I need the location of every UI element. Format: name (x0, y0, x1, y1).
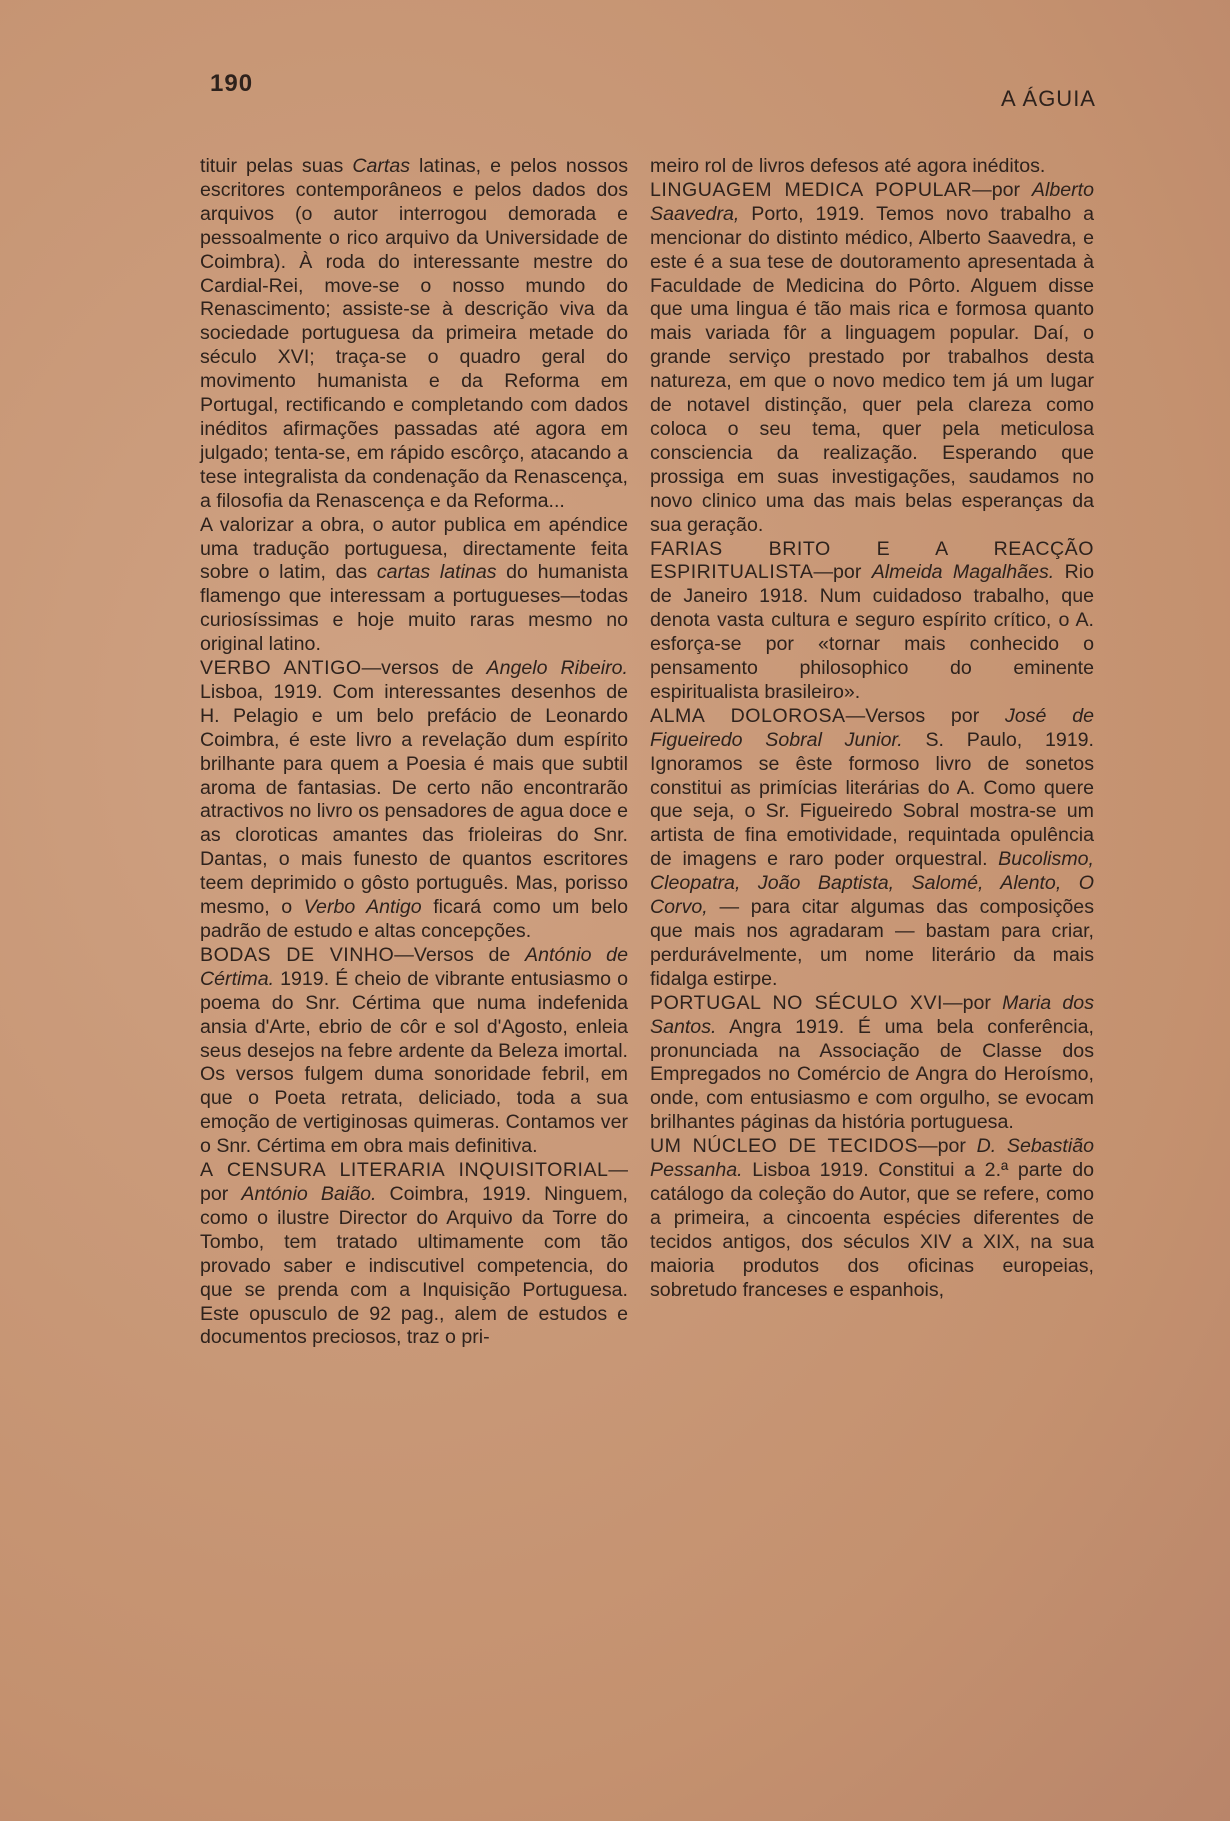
running-title: A ÁGUIA (1000, 86, 1096, 111)
review-farias-brito: FARIAS BRITO E A REACÇÃO ESPIRITUALISTA—por Almeida Magalhães. Rio de Janeiro 1918. Num cuidadoso trabalho, que denota vasta cultura e seguro espírito crítico, o A. esforça-se por «tornar mais conhecido o pensamento philosophico do eminente espiritualista brasileiro». (650, 537, 1094, 703)
book-title: A CENSURA LITERARIA INQUISITORIAL (200, 1159, 609, 1182)
book-title: BODAS DE VINHO (200, 943, 395, 966)
book-author: D. Sebastião Pessanha. (650, 1135, 1095, 1182)
book-author: António Baião. (241, 1182, 377, 1205)
continued-review: meiro rol de livros defesos até agora inéditos. (650, 155, 1046, 177)
review-portugal-seculo-xvi: PORTUGAL NO SÉCULO XVI—por Maria dos Santos. Angra 1919. É uma bela conferência, pronunciada na Associação de Classe dos Empregados no Comércio de Angra do Heroísmo, onde, com entusiasmo e com orgulho, se evocam brilhantes páginas da história portuguesa. (650, 991, 1095, 1134)
page-number: 190 (210, 70, 254, 97)
book-title: UM NÚCLEO DE TECIDOS (650, 1135, 919, 1158)
review-nucleo-de-tecidos: UM NÚCLEO DE TECIDOS—por D. Sebastião Pessanha. Lisboa 1919. Constitui a 2.ª parte do catálogo da coleção do Autor, que se refere, como a primeira, a cincoenta espécies diferentes de tecidos antigos, dos séculos XIV a XIX, na sua maioria produtos dos oficinas europeias, sobretudo franceses e espanhois, (650, 1135, 1095, 1301)
right-column (650, 155, 1094, 1303)
book-author: Almeida Magalhães. (871, 561, 1055, 584)
book-title: FARIAS BRITO E A REACÇÃO ESPIRITUALISTA (650, 537, 1094, 584)
book-author: José de Figueiredo Sobral Junior. (650, 704, 1094, 751)
book-author: Maria dos Santos. (650, 991, 1095, 1038)
book-title: ALMA DOLOROSA (650, 704, 846, 727)
book-author: Angelo Ribeiro. (486, 657, 628, 680)
book-title: PORTUGAL NO SÉCULO XVI (650, 991, 943, 1014)
review-bodas-de-vinho: BODAS DE VINHO—Versos de António de Cértima. 1919. É cheio de vibrante entusiasmo o poema do Snr. Cértima que numa indefenida ansia d'Arte, ebrio de côr e sol d'Agosto, enleia seus desejos na febre ardente da Beleza imortal. Os versos fulgem duma sonoridade febril, em que o Poeta retrata, deliciado, toda a sua emoção de vertiginosas quimeras. Contamos ver o Snr. Cértima em obra mais definitiva. (200, 943, 628, 1158)
book-title: VERBO ANTIGO (200, 657, 362, 680)
review-linguagem-medica: LINGUAGEM MEDICA POPULAR—por Alberto Saavedra, Porto, 1919. Temos novo trabalho a mencionar do distinto médico, Alberto Saavedra, e este é a sua tese de doutoramento apresentada à Faculdade de Medicina do Pôrto. Alguem disse que uma lingua é tão mais rica e formosa quanto mais variada fôr a linguagem popular. Daí, o grande serviço prestado por trabalhos desta natureza, em que o novo medico tem já um lugar de notavel distinção, quer pela clareza como coloca o seu tema, quer pela meticulosa consciencia da realização. Esperando que prossiga em suas investigações, saudamos no novo clinico uma das mais belas esperanças da sua geração. (650, 178, 1094, 536)
review-verbo-antigo: VERBO ANTIGO—versos de Angelo Ribeiro. Lisboa, 1919. Com interessantes desenhos de H. Pelagio e um belo prefácio de Leonardo Coimbra, é este livro a revelação dum espírito brilhante para quem a Poesia é mais que subtil aroma de fantasias. De certo não encontrarão atractivos no livro os pensadores de agua doce e as cloroticas amantes das frioleiras do Snr. Dantas, o mais funesto de quantos escritores teem deprimido o gôsto português. Mas, porisso mesmo, o Verbo Antigo ficará como um belo padrão de estudo e altas concepções. (200, 657, 628, 942)
left-column (200, 155, 628, 1350)
book-author: Alberto Saavedra, (650, 178, 1094, 225)
continued-review: tituir pelas suas Cartas latinas, e pelos nossos escritores contemporâneos e pelos dados dos arquivos (o autor interrogou demorada e pessoalmente o rico arquivo da Universidade de Coimbra). À roda do interessante mestre do Cardial-Rei, move-se o nosso mundo do Renascimento; assiste-se à descrição viva da sociedade portuguesa da primeira metade do século XVI; traça-se o quadro geral do movimento humanista e da Reforma em Portugal, rectificando e completando com dados inéditos afirmações passadas até agora em julgado; tenta-se, em rápido escôrço, atacando a tese integralista da condenação da Renascença, a filosofia da Renascença e da Reforma... (200, 155, 629, 512)
book-title: LINGUAGEM MEDICA POPULAR (650, 178, 973, 201)
review-alma-dolorosa: ALMA DOLOROSA—Versos por José de Figueiredo Sobral Junior. S. Paulo, 1919. Ignoramos se êste formoso livro de sonetos constitui as primícias literárias do A. Como quere que seja, o Sr. Figueiredo Sobral mostra-se um artista de fina emotividade, requintada opulência de imagens e raro poder orquestral. Bucolismo, Cleopatra, João Baptista, Salomé, Alento, O Corvo, — para citar algumas das composições que mais nos agradaram — bastam para criar, perdurávelmente, um nome literário da mais fidalga estirpe. (650, 704, 1094, 990)
book-author: António de Cértima. (200, 943, 628, 990)
review-paragraph: A valorizar a obra, o autor publica em apéndice uma tradução portuguesa, directamente feita sobre o latim, das cartas latinas do humanista flamengo que interessam a portugueses—todas curiosíssimas e hoje muito raras mesmo no original latino. (200, 513, 628, 656)
review-censura-literaria: A CENSURA LITERARIA INQUISITORIAL—por António Baião. Coimbra, 1919. Ninguem, como o ilustre Director do Arquivo da Torre do Tombo, tem tratado ultimamente com tão provado saber e indiscutivel competencia, do que se prenda com a Inquisição Portuguesa. Este opusculo de 92 pag., alem de estudos e documentos preciosos, traz o pri- (200, 1159, 628, 1349)
